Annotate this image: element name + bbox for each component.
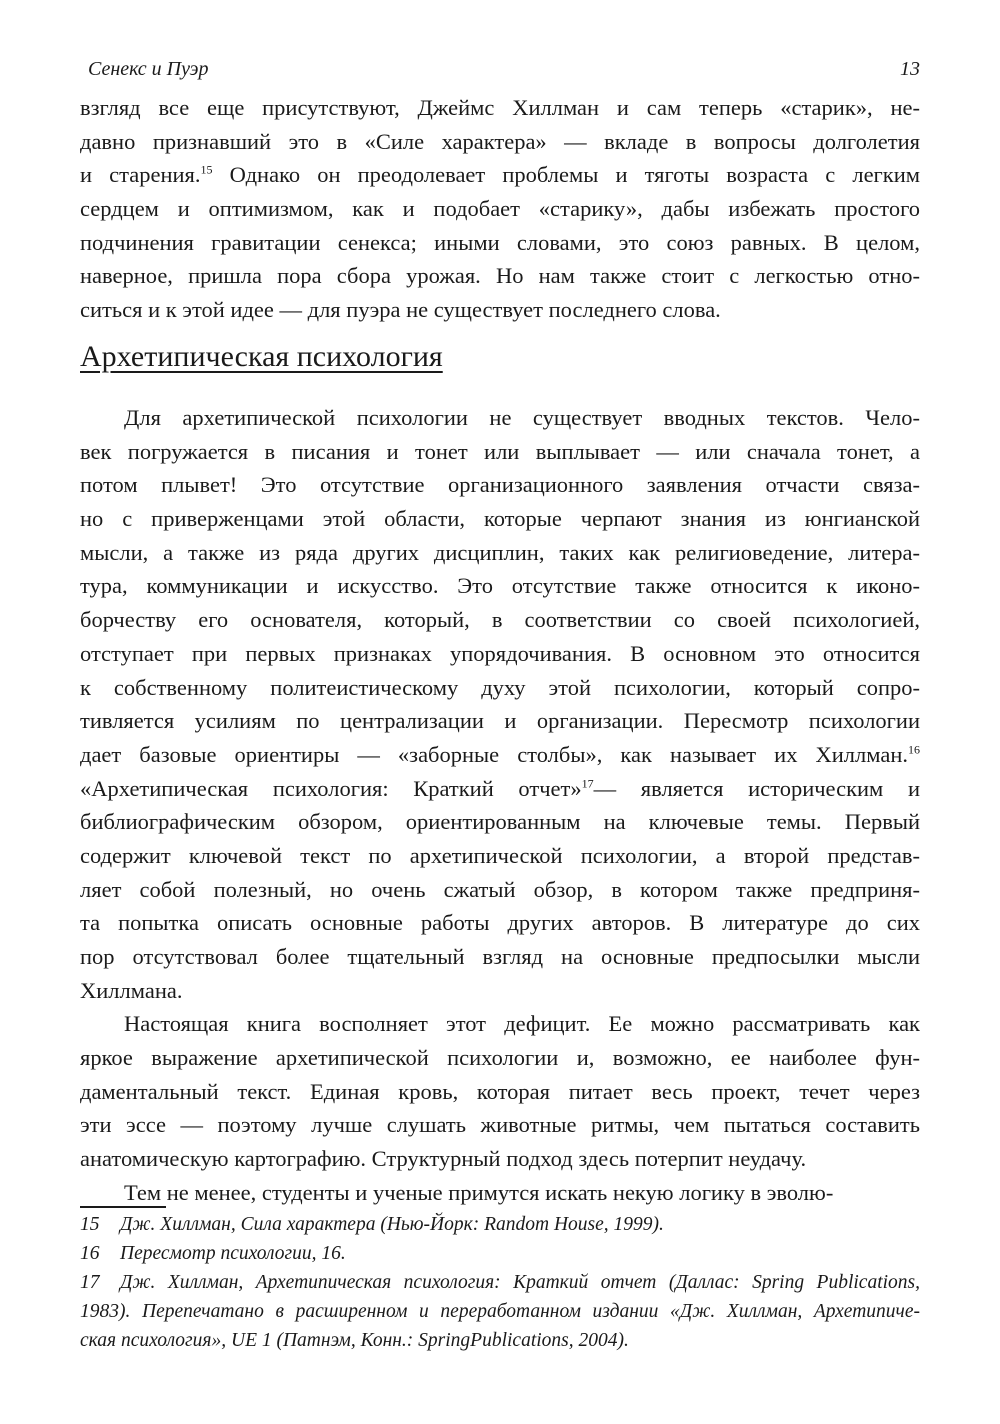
footnote-text: Дж. Хиллман, Сила характера (Нью-Йорк: Random House, 1999). [120,1214,664,1235]
text-line [80,468,920,502]
text-line [80,906,920,940]
text-line [80,772,920,806]
footnote-line [80,1326,920,1355]
text-line [80,401,920,435]
text-line [80,1176,920,1210]
footnote-text: Дж. Хиллман, Архетипическая психология: Краткий отчет (Даллас: Spring Publications, [120,1272,920,1293]
text-segment: библиографическим обзором, ориентированным на ключевые темы. Первый [80,809,920,835]
footnote-text: ская психология», UE 1 (Патнэм, Конн.: SpringPublications, 2004). [80,1330,629,1351]
footnotes [80,1210,920,1355]
body-text [80,401,920,1210]
text-segment: к собственному политеистическому духу этой психологии, который сопро- [80,674,920,700]
text-segment: ситься и к этой идее — для пуэра не существует последнего слова. [80,297,721,323]
text-segment: тура, коммуникации и искусство. Это отсутствие также относится к иконо- [80,573,920,599]
text-line [80,259,920,293]
footnote-reference: 15 [200,162,213,177]
footnote-text: 1983). Перепечатано в расширенном и переработанном издании «Дж. Хиллман, Архетипиче- [80,1301,920,1322]
section-heading: Архетипическая психология [80,340,443,373]
text-segment: яркое выражение архетипической психологии и, возможно, ее наиболее фун- [80,1045,920,1071]
text-segment: дает базовые ориентиры — «заборные столбы», как называет их Хиллман. [80,741,908,767]
footnote-line [80,1297,920,1326]
footnote-number: 15 [80,1214,100,1235]
text-line [80,158,920,192]
text-line [80,125,920,159]
page-number: 13 [900,58,920,80]
text-segment: и старения. [80,162,201,188]
text-segment: — является историческим и [593,775,920,801]
intro-paragraph [80,91,920,327]
text-segment: ляет собой полезный, но очень сжатый обзор, в котором также предприня- [80,876,920,902]
footnote-number: 16 [80,1243,100,1264]
text-segment: но с приверженцами этой области, которые черпают знания из юнгианской [80,506,920,532]
text-segment: подчинения гравитации сенекса; иными словами, это союз равных. В целом, [80,229,920,255]
text-line [80,1075,920,1109]
text-segment: Для архетипической психологии не существует вводных текстов. Чело- [124,405,920,430]
text-line [80,940,920,974]
text-line [80,1041,920,1075]
text-line [80,569,920,603]
text-segment: тивляется усилиям по централизации и организации. Пересмотр психологии [80,708,920,734]
text-segment: мысли, а также из ряда других дисциплин, таких как религиоведение, литера- [80,539,920,565]
text-line [80,603,920,637]
text-line [80,805,920,839]
footnote-text: Пересмотр психологии, 16. [120,1243,346,1264]
text-segment: Тем не менее, студенты и ученые примутся искать некую логику в эволю- [124,1179,834,1205]
footnote-line [80,1210,920,1239]
text-segment: анатомическую картографию. Структурный подход здесь потерпит неудачу. [80,1146,807,1172]
text-segment: отступает при первых признаках упорядочивания. В основном это относится [80,640,920,666]
text-line [80,974,920,1008]
text-segment: та попытка описать основные работы других авторов. В литературе до сих [80,910,920,936]
text-segment: век погружается в писания и тонет или выплывает — или сначала тонет, а [80,438,920,464]
text-line [80,839,920,873]
text-line [80,226,920,260]
text-segment: «Архетипическая психология: Краткий отчет» [80,775,582,801]
text-line [80,704,920,738]
footnote-number: 17 [80,1272,100,1293]
text-segment: даментальный текст. Единая кровь, которая питает весь проект, течет через [80,1078,920,1104]
footnote-reference: 17 [581,776,594,791]
text-line [80,536,920,570]
text-line [80,91,920,125]
text-line [80,1142,920,1176]
text-line [80,435,920,469]
running-title: Сенекс и Пуэр [88,58,209,80]
text-segment: Однако он преодолевает проблемы и тяготы возраста с легким [212,162,920,188]
text-segment: наверное, пришла пора сбора урожая. Но нам также стоит с легкостью отно- [80,263,920,289]
text-line [80,1108,920,1142]
text-segment: Хиллмана. [80,977,183,1003]
text-segment: давно признавший это в «Силе характера» — вкладе в вопросы долголетия [80,128,920,154]
text-line [80,293,920,327]
footnote-line [80,1268,920,1297]
text-line [80,1007,920,1041]
text-line [80,637,920,671]
text-line [80,873,920,907]
text-segment: потом плывет! Это отсутствие организационного заявления отчасти связа- [80,472,920,498]
text-line [80,502,920,536]
text-line [80,738,920,772]
footnote-separator [80,1206,166,1208]
text-segment: борчеству его основателя, который, в соответствии со своей психологией, [80,607,920,633]
text-segment: сердцем и оптимизмом, как и подобает «старику», дабы избежать простого [80,196,920,222]
text-line [80,192,920,226]
text-segment: пор отсутствовал более тщательный взгляд на основные предпосылки мысли [80,944,920,969]
text-segment: взгляд все еще присутствуют, Джеймс Хиллман и сам теперь «старик», не- [80,95,920,120]
footnote-line [80,1239,920,1268]
text-segment: Настоящая книга восполняет этот дефицит. Ее можно рассматривать как [124,1011,920,1037]
text-segment: эти эссе — поэтому лучше слушать животные ритмы, чем пытаться составить [80,1112,920,1138]
text-segment: содержит ключевой текст по архетипической психологии, а второй представ- [80,842,920,868]
footnote-reference: 16 [908,742,920,757]
text-line [80,671,920,705]
